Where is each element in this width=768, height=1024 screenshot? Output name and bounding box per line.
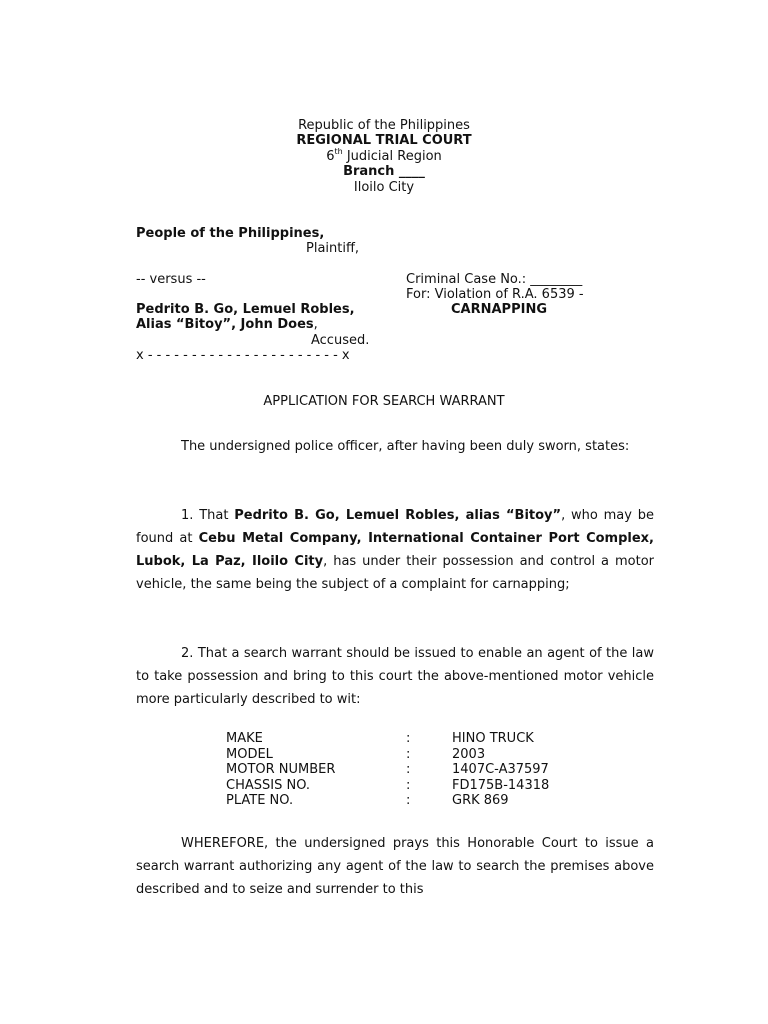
caption-branch: Branch ____ — [343, 164, 425, 179]
violation-text: For: Violation of R.A. 6539 - — [406, 287, 584, 302]
intro-paragraph: The undersigned police officer, after having been duly sworn, states: — [181, 439, 630, 454]
wherefore-paragraph: WHEREFORE, the undersigned prays this Honorable Court to issue a search warrant authorizing any agent of the law to search the premises above described and to seize and surrender to this — [136, 836, 654, 897]
document-title: APPLICATION FOR SEARCH WARRANT — [263, 394, 505, 409]
caption-city: Iloilo City — [353, 180, 415, 195]
offense-text: CARNAPPING — [451, 302, 547, 317]
caption-court: REGIONAL TRIAL COURT — [296, 133, 472, 148]
paragraph-2: 2. That a search warrant should be issued to enable an agent of the law to take possession and bring to this court the above-mentioned motor vehicle more particularly described to wit: — [136, 646, 654, 707]
caption-divider: x - - - - - - - - - - - - - - - - - - - - - - x — [136, 348, 350, 363]
versus-text: -- versus -- — [136, 272, 206, 287]
accused-names-line1: Pedrito B. Go, Lemuel Robles, — [136, 302, 355, 317]
accused-label: Accused. — [311, 333, 370, 348]
paragraph-1: 1. That Pedrito B. Go, Lemuel Robles, alias “Bitoy”, who may be found at Cebu Metal Company, International Container Port Complex, Lubok, La Paz, Iloilo City, has under their possession and control a motor vehicle, the same being the subject of a complaint for carnapping; — [136, 508, 654, 592]
criminal-case-no: Criminal Case No.: ________ — [406, 272, 583, 287]
caption-republic: Republic of the Philippines — [298, 118, 470, 133]
plaintiff-name: People of the Philippines, — [136, 226, 325, 241]
caption-region: 6th Judicial Region — [326, 147, 442, 164]
accused-names-line2: Alias “Bitoy”, John Does, — [136, 317, 318, 332]
plaintiff-label: Plaintiff, — [306, 241, 360, 256]
